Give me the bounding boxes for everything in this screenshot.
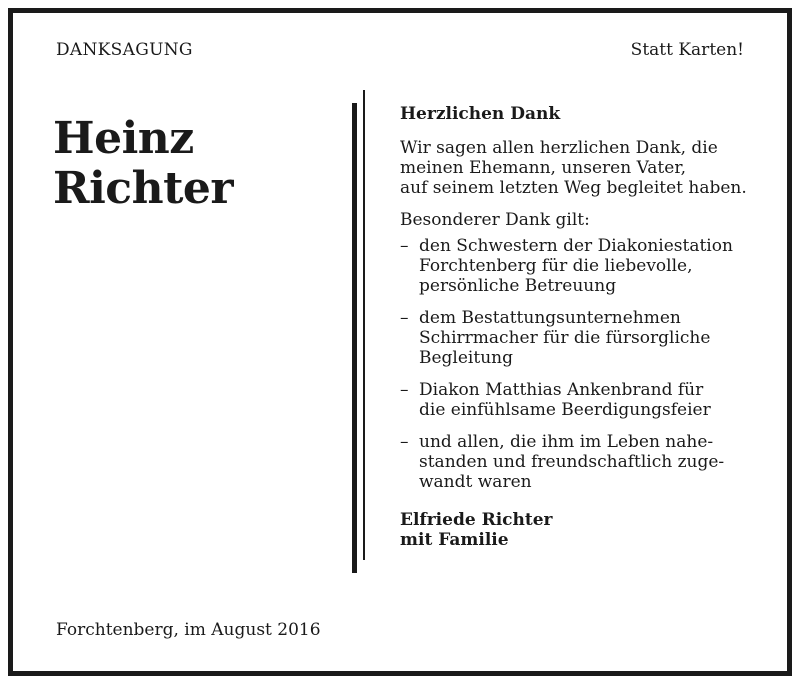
dash-bullet: – bbox=[400, 236, 409, 256]
item-line: persönliche Betreuung bbox=[419, 276, 617, 296]
dash-bullet: – bbox=[400, 308, 409, 328]
intro-line: Wir sagen allen herzlichen Dank, die bbox=[400, 138, 718, 158]
item-line: Schirrmacher für die fürsorgliche bbox=[419, 328, 711, 348]
item-line: Begleitung bbox=[419, 348, 513, 368]
signature-line: mit Familie bbox=[400, 530, 509, 550]
list-item bbox=[400, 236, 750, 296]
last-name: Richter bbox=[53, 163, 234, 214]
item-line: Forchtenberg für die liebevolle, bbox=[419, 256, 693, 276]
item-line: den Schwestern der Diakoniestation bbox=[419, 236, 733, 256]
dash-bullet: – bbox=[400, 380, 409, 400]
list-item bbox=[400, 308, 750, 368]
thanks-title: Herzlichen Dank bbox=[400, 104, 561, 124]
intro-line: auf seinem letzten Weg begleitet haben. bbox=[400, 178, 747, 198]
notice-type-label: DANKSAGUNG bbox=[56, 40, 193, 60]
signature-line: Elfriede Richter bbox=[400, 510, 553, 530]
item-line: wandt waren bbox=[419, 472, 532, 492]
special-thanks-heading: Besonderer Dank gilt: bbox=[400, 210, 590, 230]
thanks-list bbox=[400, 236, 750, 492]
vertical-divider-thick bbox=[352, 103, 357, 573]
item-line: die einfühlsame Beerdigungsfeier bbox=[419, 400, 711, 420]
thanks-message bbox=[400, 104, 750, 550]
dash-bullet: – bbox=[400, 432, 409, 452]
vertical-divider-thin bbox=[363, 90, 365, 560]
item-line: und allen, die ihm im Leben nahe- bbox=[419, 432, 714, 452]
place-and-date: Forchtenberg, im August 2016 bbox=[56, 620, 321, 640]
signature bbox=[400, 510, 750, 550]
item-line: dem Bestattungsunternehmen bbox=[419, 308, 681, 328]
intro-line: meinen Ehemann, unseren Vater, bbox=[400, 158, 686, 178]
list-item bbox=[400, 432, 750, 492]
list-item bbox=[400, 380, 750, 420]
first-name: Heinz bbox=[53, 113, 194, 164]
statt-karten-label: Statt Karten! bbox=[630, 40, 744, 60]
intro-paragraph bbox=[400, 138, 750, 198]
deceased-name bbox=[53, 114, 233, 214]
item-line: Diakon Matthias Ankenbrand für bbox=[419, 380, 704, 400]
item-line: standen und freundschaftlich zuge- bbox=[419, 452, 725, 472]
